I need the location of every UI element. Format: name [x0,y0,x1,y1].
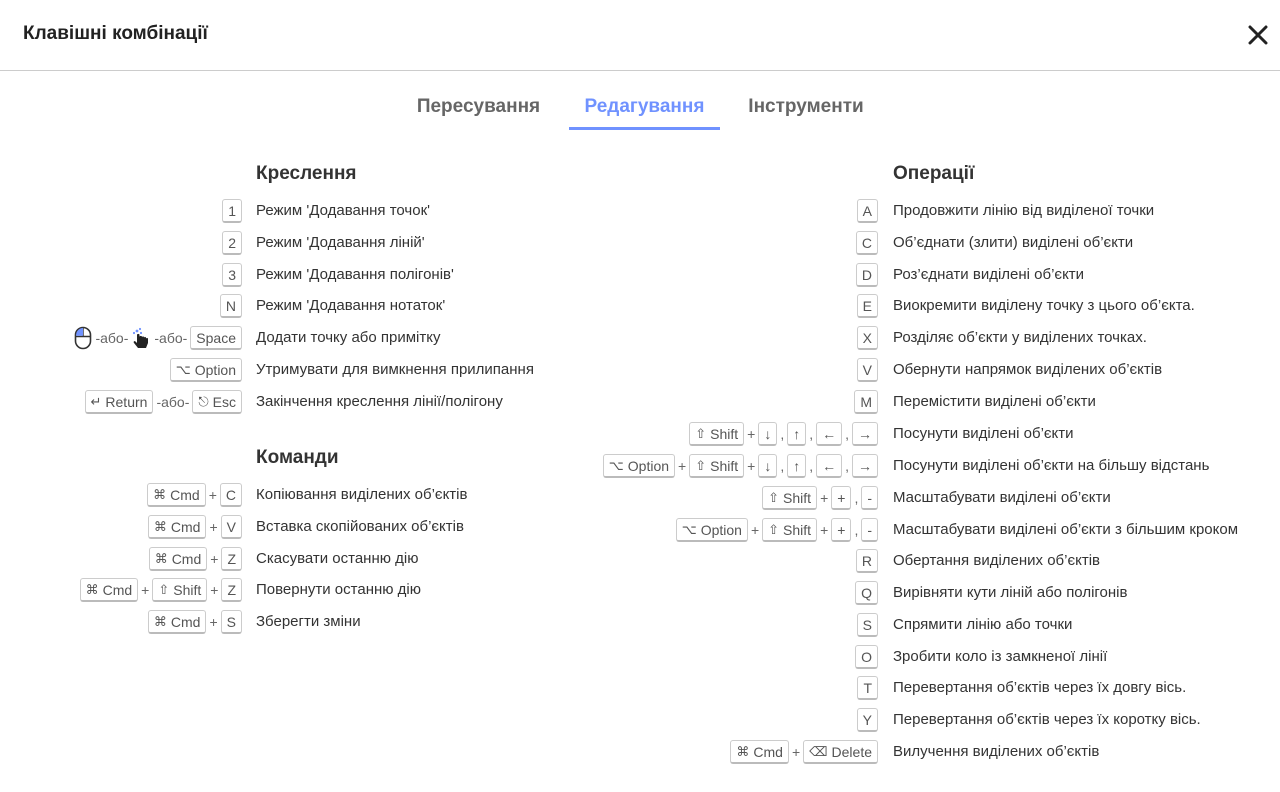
cmd-icon: ⌘ [736,743,750,759]
shortcut-row [0,325,1280,351]
section-title-drawing: Креслення [256,163,357,184]
shortcut-row [0,293,1280,319]
tab-tools[interactable]: Інструменти [748,96,864,117]
or-separator: -або- [154,330,188,346]
shortcut-row: ⌘ Cmd + ⇧ Shift + Z Повернути останню дію [0,577,640,603]
shortcut-row: ⌘ Cmd + ⌫ Delete Вилучення виділених об’єктів [0,739,1280,765]
section-title-operations: Операції [893,163,975,184]
cmd-icon: ⌘ [153,486,167,502]
key: R [856,549,878,573]
key: 3 [222,263,242,287]
or-separator: -або- [156,394,190,410]
cmd-icon: ⌘ [153,518,167,534]
shortcut-description: Скасувати останню дію [256,550,419,567]
shortcut-row: ⌘ Cmd + S Зберегти зміни [0,609,640,635]
key-arrow-down: ↓ [758,454,777,478]
shortcut-description: Зробити коло із замкненої лінії [893,648,1108,665]
key-plus: + [831,486,851,510]
shortcut-description: Посунути виділені об’єкти [893,425,1074,442]
modal-title: Клавішні комбінації [23,23,208,44]
key-arrow-up: ↑ [787,454,806,478]
key-shift: ⇧ Shift [689,454,744,478]
shortcut-row [0,262,1280,288]
key-cmd: ⌘ Cmd [80,578,139,602]
section-title-commands: Команди [256,447,339,468]
shortcut-description: Роз’єднати виділені об’єкти [893,266,1085,283]
key-arrow-right: → [852,422,878,446]
key: O [855,645,878,669]
shortcut-row [0,548,1280,574]
shortcut-description: Масштабувати виділені об’єкти з більшим кроком [893,521,1239,538]
key: E [857,294,878,318]
key-arrow-down: ↓ [758,422,777,446]
shift-icon: ⇧ [695,425,707,441]
key-arrow-right: → [852,454,878,478]
key-space: Space [190,326,242,350]
shortcut-description: Вилучення виділених об’єктів [893,743,1100,760]
option-icon: ⌥ [175,361,191,377]
key-return: ↵ Return [85,390,154,414]
key-cmd: ⌘ Cmd [148,610,207,634]
shortcut-row [0,357,1280,383]
shortcut-row [0,675,1280,701]
key: Z [221,578,242,602]
cmd-icon: ⌘ [153,613,167,629]
shortcut-description: Режим 'Додавання ліній' [256,234,425,251]
cmd-icon: ⌘ [154,550,168,566]
key-shift: ⇧ Shift [762,518,817,542]
shortcut-row [0,580,1280,606]
shortcut-row [0,644,1280,670]
key-arrow-left: ← [816,454,842,478]
shortcut-description: Режим 'Додавання нотаток' [256,297,446,314]
key: C [856,231,878,255]
shortcut-description: Розділяє об’єкти у виділених точках. [893,329,1147,346]
key: Y [857,708,878,732]
shortcut-row [0,230,1280,256]
key: S [857,613,878,637]
key: Q [855,581,878,605]
key-cmd: ⌘ Cmd [730,740,789,764]
shift-icon: ⇧ [768,489,780,505]
key: M [854,390,878,414]
key-option: ⌥ Option [676,518,748,542]
shortcut-description: Утримувати для вимкнення прилипання [256,361,534,378]
shortcut-description: Обернути напрямок виділених об’єктів [893,361,1163,378]
key: Z [221,547,242,571]
option-icon: ⌥ [608,457,624,473]
shortcut-description: Спрямити лінію або точки [893,616,1073,633]
shortcut-description: Виокремити виділену точку з цього об’єкта. [893,297,1195,314]
shift-icon: ⇧ [158,581,170,597]
key-minus: - [861,518,878,542]
shortcut-description: Повернути останню дію [256,581,422,598]
shortcut-description: Перевертання об’єктів через їх коротку вісь. [893,711,1201,728]
shortcut-row [0,389,1280,415]
shortcut-row: ⌘ Cmd + V Вставка скопійованих об’єктів [0,514,640,540]
key-option: ⌥ Option [170,358,242,382]
close-button[interactable] [1243,20,1273,50]
shortcut-description: Обертання виділених об’єктів [893,552,1101,569]
shortcut-description: Режим 'Додавання точок' [256,202,431,219]
key-arrow-left: ← [816,422,842,446]
shortcut-row: ⌘ Cmd + Z Скасувати останню дію [0,546,640,572]
tab-navigation[interactable]: Пересування [416,96,541,117]
key-shift: ⇧ Shift [762,486,817,510]
key-cmd: ⌘ Cmd [149,547,208,571]
shortcut-row: ⇧ Shift + ↓ , ↑ , ← , → Посунути виділені об’єкти [0,421,1280,447]
shortcut-description: Зберегти зміни [256,613,361,630]
tab-bar [0,93,1280,131]
close-icon [1248,25,1268,45]
key-cmd: ⌘ Cmd [148,515,207,539]
key-arrow-up: ↑ [787,422,806,446]
key-esc: ⎋ Esc [192,390,242,414]
key-shift: ⇧ Shift [689,422,744,446]
return-icon: ↵ [90,393,102,409]
shortcut-row [0,612,1280,638]
shortcut-description: Перевертання об’єктів через їх довгу вісь. [893,679,1187,696]
shift-icon: ⇧ [768,521,780,537]
shortcut-row: ⇧ Shift + + , - Масштабувати виділені об’єкти [0,485,1280,511]
esc-icon: ⎋ [198,393,209,409]
key: V [857,358,878,382]
key: X [857,326,878,350]
shortcut-description: Закінчення креслення лінії/полігону [256,393,503,410]
key: C [220,483,242,507]
key: V [221,515,242,539]
cmd-icon: ⌘ [85,581,99,597]
key: D [856,263,878,287]
key-delete: ⌫ Delete [803,740,878,764]
shortcut-description: Додати точку або примітку [256,329,441,346]
shortcut-description: Вставка скопійованих об’єктів [256,518,464,535]
key: 2 [222,231,242,255]
key: S [221,610,242,634]
shortcut-description: Посунути виділені об’єкти на більшу відстань [893,457,1210,474]
shift-icon: ⇧ [695,457,707,473]
key: A [857,199,878,223]
shortcut-row: ⌘ Cmd + C Копіювання виділених об’єктів [0,482,640,508]
tab-editing[interactable]: Редагування [569,93,720,130]
shortcut-row [0,707,1280,733]
key-cmd: ⌘ Cmd [147,483,206,507]
modal-header [0,0,1280,71]
key-option: ⌥ Option [603,454,675,478]
key: T [857,676,878,700]
key: 1 [222,199,242,223]
key-minus: - [861,486,878,510]
shortcut-description: Масштабувати виділені об’єкти [893,489,1111,506]
shortcut-description: Копіювання виділених об’єктів [256,486,468,503]
shortcut-description: Перемістити виділені об’єкти [893,393,1096,410]
option-icon: ⌥ [681,521,697,537]
key: N [220,294,242,318]
delete-icon: ⌫ [809,743,828,759]
key-shift: ⇧ Shift [152,578,207,602]
shortcut-description: Режим 'Додавання полігонів' [256,266,454,283]
or-separator: -або- [95,330,129,346]
shortcut-description: Об’єднати (злити) виділені об’єкти [893,234,1134,251]
shortcut-description: Вирівняти кути ліній або полігонів [893,584,1128,601]
shortcut-row: ⌥ Option + ⇧ Shift + + , - Масштабувати виділені об’єкти з більшим кроком [0,517,1280,543]
shortcut-description: Продовжити лінію від виділеної точки [893,202,1155,219]
shortcut-row: ⌥ Option + ⇧ Shift + ↓ , ↑ , ← , → Посунути виділені об’єкти на більшу відстань [0,453,1280,479]
shortcut-row [0,198,1280,224]
key-plus: + [831,518,851,542]
